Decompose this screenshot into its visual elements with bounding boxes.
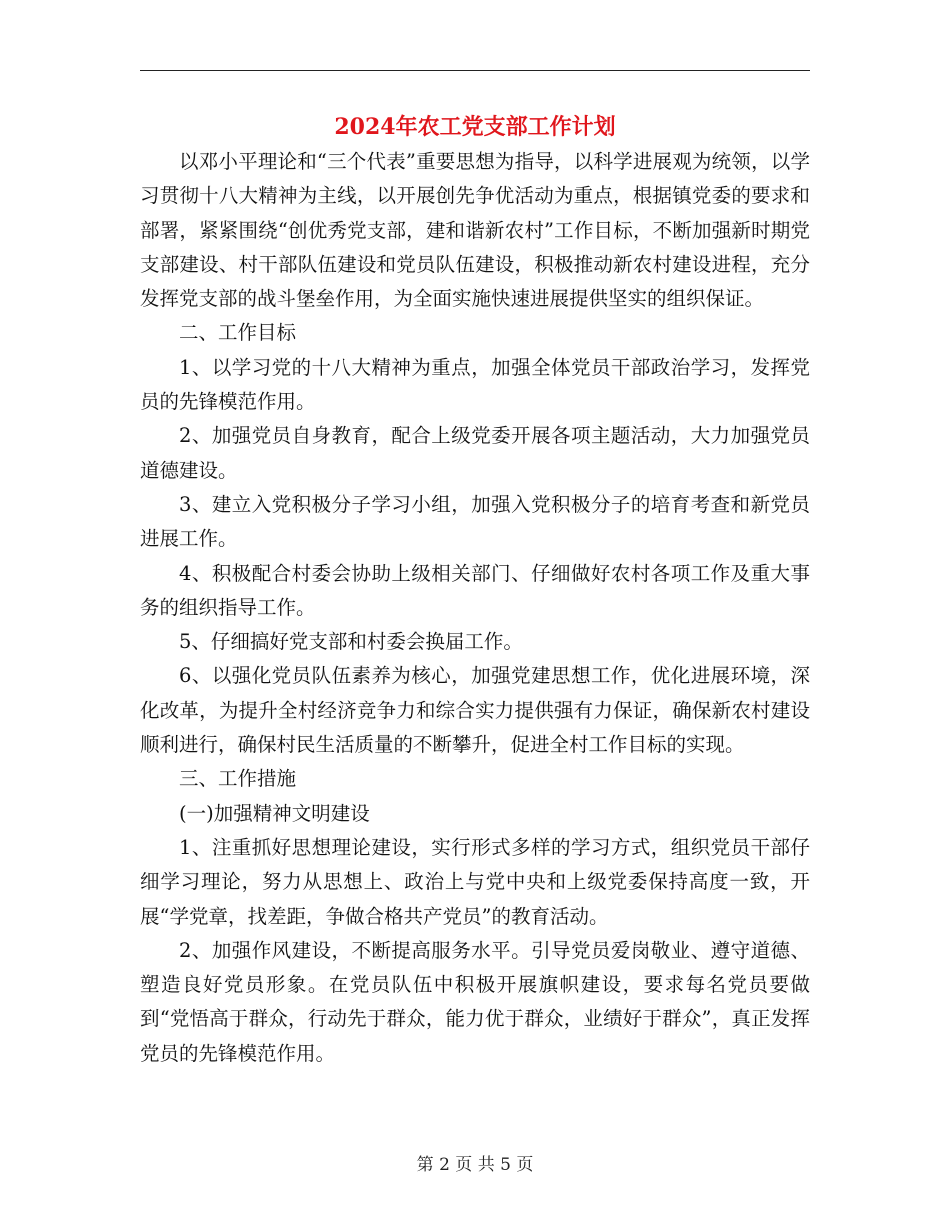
goal-item-1: 1、以学习党的十八大精神为重点，加强全体党员干部政治学习，发挥党员的先锋模范作用。 bbox=[140, 355, 810, 414]
document-title: 2024年农工党支部工作计划 bbox=[334, 114, 616, 140]
measure-item-1: 1、注重抓好思想理论建设，实行形式多样的学习方式，组织党员干部仔细学习理论，努力从思想上、政治上与党中央和上级党委保持高度一致，开展“学党章，找差距，争做合格共产党员”的教育活动。 bbox=[140, 835, 810, 928]
goal-item-6: 6、以强化党员队伍素养为核心，加强党建思想工作，优化进展环境，深化改革，为提升全村经济竞争力和综合实力提供强有力保证，确保新农村建设顺利进行，确保村民生活质量的不断攀升，促进全村工作目标的实现。 bbox=[140, 664, 810, 757]
goal-item-2: 2、加强党员自身教育，配合上级党委开展各项主题活动，大力加强党员道德建设。 bbox=[140, 424, 810, 482]
page-number: 第 2 页 共 5 页 bbox=[416, 1155, 534, 1175]
header-rule bbox=[140, 70, 810, 71]
section-heading-goals: 二、工作目标 bbox=[179, 321, 297, 345]
subsection-heading-1: (一)加强精神文明建设 bbox=[179, 801, 370, 825]
section-heading-measures: 三、工作措施 bbox=[179, 767, 297, 791]
goal-item-5: 5、仔细搞好党支部和村委会换届工作。 bbox=[179, 630, 523, 654]
document-body bbox=[140, 145, 810, 1071]
intro-paragraph: 以邓小平理论和“三个代表”重要思想为指导，以科学进展观为统领，以学习贯彻十八大精神为主线，以开展创先争优活动为重点，根据镇党委的要求和部署，紧紧围绕“创优秀党支部，建和谐新农村”工作目标，不断加强新时期党支部建设、村干部队伍建设和党员队伍建设，积极推动新农村建设进程，充分发挥党支部的战斗堡垒作用，为全面实施快速进展提供坚实的组织保证。 bbox=[140, 150, 810, 311]
goal-item-4: 4、积极配合村委会协助上级相关部门、仔细做好农村各项工作及重大事务的组织指导工作。 bbox=[140, 561, 810, 619]
goal-item-3: 3、建立入党积极分子学习小组，加强入党积极分子的培育考查和新党员进展工作。 bbox=[140, 492, 810, 551]
measure-item-2: 2、加强作风建设，不断提高服务水平。引导党员爱岗敬业、遵守道德、塑造良好党员形象。在党员队伍中积极开展旗帜建设，要求每名党员要做到“党悟高于群众，行动先于群众，能力优于群众，业绩好于群众”，真正发挥党员的先锋模范作用。 bbox=[140, 938, 810, 1065]
